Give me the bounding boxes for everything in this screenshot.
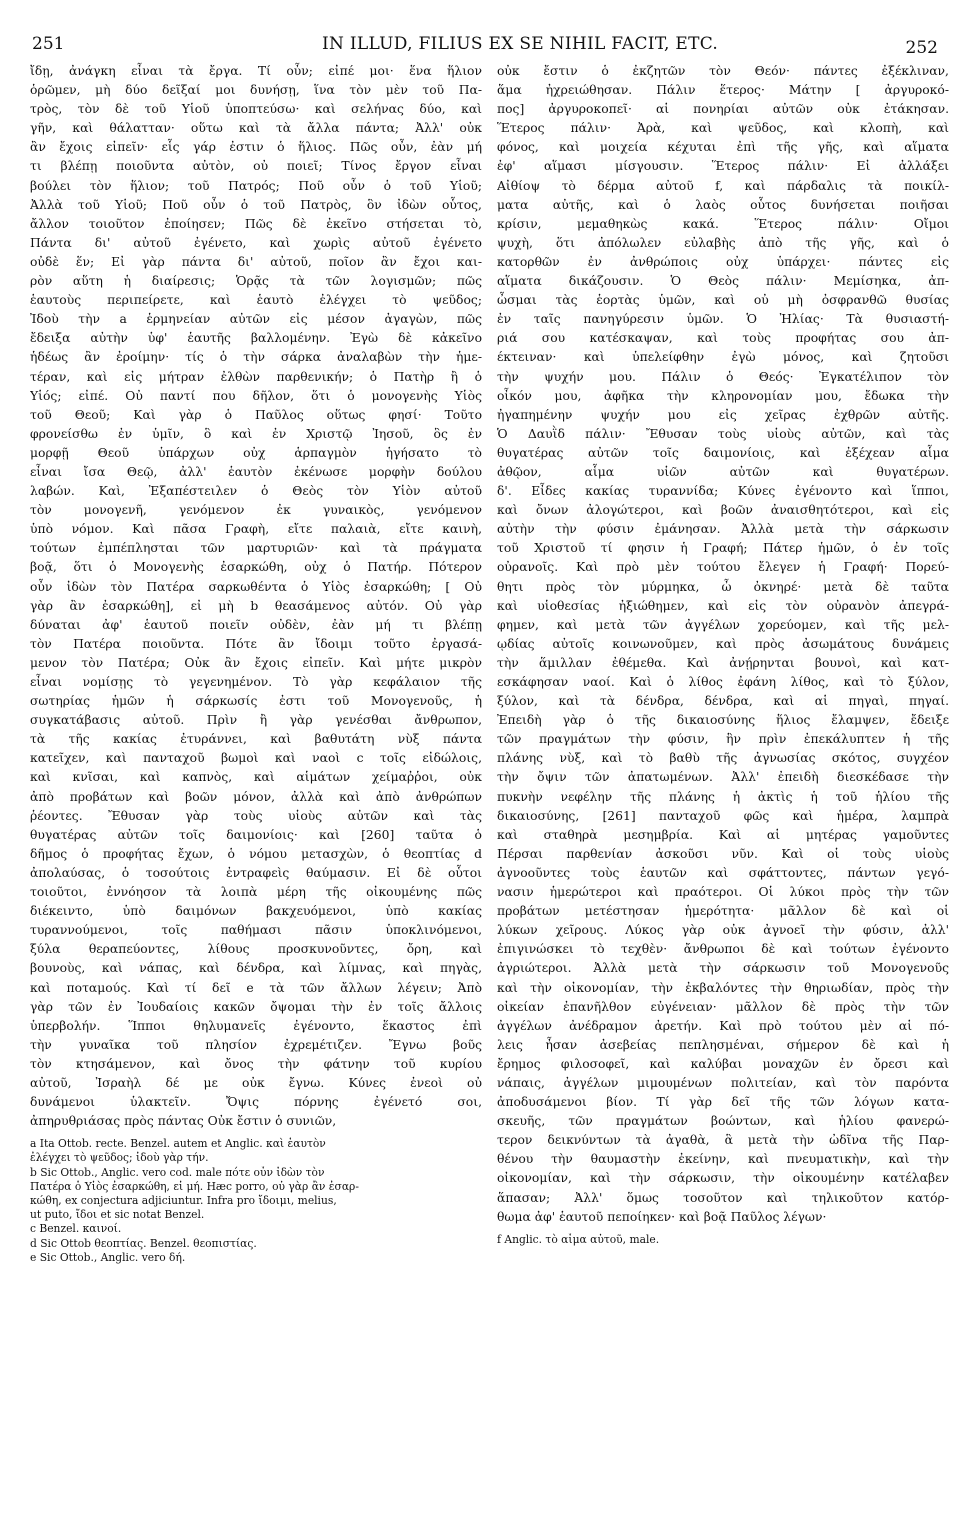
text-line: ἀγνοοῦντες τοὺς ἑαυτῶν καὶ σφάττοντες, πάντων γεγό- <box>497 865 949 880</box>
text-line: πλάνης νὺξ, καὶ τὸ βαθὺ τῆς ἀγνωσίας σκότος, συγχέον <box>497 751 949 766</box>
text-line: νασιν ἡμερώτεροι καὶ πραότεροι. Οἱ λύκοι πρὸς τὴν τῶν <box>497 885 949 900</box>
text-line: ἀθῷον, αἷμα υἱῶν αὐτῶν καὶ θυγατέρων. <box>497 464 949 479</box>
text-line: φημεν, καὶ μετὰ τῶν ἀγγέλων χορεύομεν, καὶ τῆς μελ- <box>497 617 949 632</box>
text-line: οἰκονομίαν, καὶ τὴν σάρκωσιν, τὴν οἰκουμένην κατέλαβεν <box>497 1171 949 1186</box>
text-line: τούτων ἐμπέπλησται τῶν μαρτυριῶν· καὶ τὰ πράγματα <box>30 541 482 556</box>
text-line: οὐκ ἔστιν ὁ ἐκζητῶν τὸν Θεόν· πάντες ἐξέκλιναν, <box>497 64 949 78</box>
running-title: IN ILLUD, FILIUS EX SE NIHIL FACIT, ETC. <box>322 34 719 54</box>
text-line: σκευῆς, τῶν πραγμάτων βοώντων, καὶ ἡλίου φανερώ- <box>497 1114 949 1129</box>
text-line: ῳδίας αὐτοῖς κοινωνοῦμεν, καὶ πρὸς ἀσωμάτους δυνάμεις <box>497 636 949 651</box>
text-line: τοῦ Χριστοῦ τί φησιν ἡ Γραφή; Πάτερ ἡμῶν, ὁ ἐν τοῖς <box>497 541 949 556</box>
text-line: κατεῖχεν, καὶ πανταχοῦ βωμοὶ καὶ ναοὶ c τοῖς εἰδώλοις, <box>30 751 482 766</box>
right-page-number: 252 <box>905 38 938 58</box>
text-line: τὸν μονογενῆ, γενόμενον ἐκ γυναικὸς, γενόμενον <box>30 503 482 518</box>
text-line: λαβών. Καὶ, Ἐξαπέστειλεν ὁ Θεὸς τὸν Υἱὸν αὐτοῦ <box>30 484 482 499</box>
text-line: καὶ ποταμούς. Καὶ τί δεῖ e τὰ τῶν ἄλλων λέγειν; Ἀπὸ <box>30 980 482 995</box>
text-line: αὐτὴν τὴν φύσιν ἐμάνησαν. Ἀλλὰ μετὰ τὴν σάρκωσιν <box>497 522 949 537</box>
text-line: ἀπὸ προβάτων καὶ βοῶν μόνον, ἀλλὰ καὶ ἀπὸ ἀνθρώπων <box>30 789 482 804</box>
text-line: Ἕτερος πάλιν· Ἀρὰ, καὶ ψεῦδος, καὶ κλοπὴ, καὶ <box>497 121 949 136</box>
text-line: μενον τὸν Πατέρα; Οὐκ ἂν ἔχοις εἰπεῖν. Καὶ μήτε μικρὸν <box>30 655 482 670</box>
text-line: σωτηρίας ἡμῶν ἡ σάρκωσίς ἐστι τοῦ Μονογενοῦς, ἡ <box>30 694 482 709</box>
text-line: βουνοὺς, καὶ νάπας, καὶ δένδρα, καὶ λίμνας, καὶ πηγὰς, <box>30 961 482 976</box>
text-line: εἶναι νομίσῃς τὸ γεγενημένον. Τὸ γὰρ κεφάλαιον τῆς <box>30 675 482 689</box>
text-line: πυκνὴν νεφέλην τῆς πλάνης ἡ ἀκτὶς ἡ τοῦ ἡλίου τῆς <box>497 789 949 804</box>
text-line: δικαιοσύνης, [261] πανταχοῦ φῶς καὶ ἡμέρα, λαμπρὰ <box>497 808 949 823</box>
footnote-line: Πατέρα ὁ Υἱὸς ἐσαρκώθη, εἰ μή. Hæc porro, οὐ γὰρ ἂν ἐσαρ- <box>30 1179 359 1193</box>
text-line: τοιοῦτοι, ἐννόησον τὰ λοιπὰ μέρη τῆς οἰκουμένης πῶς <box>30 885 482 900</box>
text-line: τὴν ἅμιλλαν ἐθέμεθα. Καὶ ἀνῄρηνται βουνοὶ, καὶ κατ- <box>497 655 949 670</box>
text-line: θωμα ἀφ' ἑαυτοῦ πεποίηκεν· καὶ βοᾷ Παῦλος λέγων· <box>497 1209 827 1224</box>
text-line: ρὸν αὕτη ἡ διαίρεσις; Ὁρᾷς τὰ τῶν λογισμῶν; πῶς <box>30 274 482 289</box>
text-line: τὸν κτησάμενον, καὶ ὄνος τὴν φάτνην τοῦ κυρίου <box>30 1056 482 1071</box>
text-line: μορφῇ Θεοῦ ὑπάρχων οὐχ ἁρπαγμὸν ἡγήσατο τὸ <box>30 445 482 460</box>
text-line: τὴν γυναῖκα τοῦ πλησίον ἐχρεμέτιζεν. Ἔγνω βοῦς <box>30 1037 482 1052</box>
text-line: θυγατέρας αὐτῶν τοῖς δαιμονίοις· καὶ [260] ταῦτα ὁ <box>30 827 482 842</box>
footnote-line: a Ita Ottob. recte. Benzel. autem et Anglic. καὶ ἑαυτὸν <box>30 1137 326 1151</box>
text-line: δύναται ἀφ' ἑαυτοῦ ποιεῖν οὐδὲν, ἐὰν μή τι βλέπῃ <box>30 617 482 632</box>
text-line: ἠγαπημένην ψυχήν μου εἰς χεῖρας ἐχθρῶν αὐτῆς. <box>497 407 949 422</box>
text-line: τι βλέπῃ ποιοῦντα αὐτὸν, οὐ ποιεῖ; Τίνος ἔργον εἶναι <box>30 159 482 174</box>
text-line: προβάτων μετέστησαν ἡμερότητα· μᾶλλον δὲ καὶ οἱ <box>497 904 949 919</box>
text-line: γῆν, καὶ θάλατταν· οὕτω καὶ τὰ ἄλλα πάντα; Ἀλλ' οὐκ <box>30 121 482 136</box>
text-line: γὰρ τῶν ἐν Ἰουδαίοις κακῶν ὄψομαι τὴν ἐν τοῖς ἄλλοις <box>30 999 482 1014</box>
footnote-line: ἐλέγχει τὸ ψεῦδος; ἰδοὺ γὰρ τήν. <box>30 1151 209 1165</box>
text-line: ψυχὴ, ὅτι ἀπόλωλεν εὐλαβὴς ἀπὸ τῆς γῆς, καὶ ὁ <box>497 235 949 250</box>
page-header <box>32 34 938 58</box>
text-line: κατορθῶν ἐν ἀνθρώποις οὐχ ὑπάρχει· πάντες εἰς <box>497 254 949 269</box>
text-line: Αἰθίοψ τὸ δέρμα αὐτοῦ f, καὶ πάρδαλις τὰ ποικίλ- <box>497 178 949 193</box>
text-line: ἂν ἔχοις εἰπεῖν· εἷς γάρ ἐστιν ὁ ἥλιος. Πῶς οὖν, ἐὰν μή <box>30 140 482 155</box>
right-column <box>497 62 949 1247</box>
text-line: ὑπὸ νόμον. Καὶ πᾶσα Γραφὴ, εἴτε παλαιὰ, εἴτε καινὴ, <box>30 522 482 537</box>
text-line: ἡδέως ἂν ἐροίμην· τίς ὁ τὴν σάρκα ἀναλαβὼν τὴν ἡμε- <box>30 350 482 365</box>
text-line: ξύλα θεραπεύοντες, λίθους προσκυνοῦντες, ὄρη, καὶ <box>30 942 482 957</box>
text-line: καὶ σταθηρὰ μεσημβρία. Καὶ αἱ μητέρας γαμοῦντες <box>497 827 949 842</box>
text-line: δυνάμενοι ὑλακτεῖν. Ὄψις πόρνης ἐγένετό σοι, <box>30 1095 482 1110</box>
text-line: τὴν ψυχήν μου. Πάλιν ὁ Θεός· Ἐγκατέλιπον τὸν <box>497 369 949 384</box>
text-line: τὴν ὄψιν τῶν ἀπατωμένων. Ἀλλ' ἐπειδὴ διεσκέδασε τὴν <box>497 770 949 785</box>
footnote-line: κώθη, ex conjectura adjiciuntur. Infra pro ἴδοιμι, melius, <box>30 1194 337 1207</box>
text-line: τῶν πραγμάτων τὴν φύσιν, ἣν πρὶν ἐπεκάλυπτεν ἡ τῆς <box>497 732 949 747</box>
text-line: δ'. Εἶδες κακίας τυραννίδα; Κύνες ἐγένοντο καὶ ἵπποι, <box>497 484 949 499</box>
text-line: καὶ κνῖσαι, καὶ καπνὸς, καὶ αἱμάτων χείμαῤῥοι, οὐκ <box>30 770 482 785</box>
text-line: ματα αὐτῆς, καὶ ὁ λαὸς οὗτος δυνήσεται ποιῆσαι <box>497 197 949 212</box>
text-line: καὶ υἱοθεσίας ἠξιώθημεν, καὶ εἰς τὸν οὐρανὸν ἀπεγρά- <box>497 598 949 613</box>
text-line: καὶ ὄνων ἀλογώτεροι, καὶ βοῶν ἀναισθητότεροι, καὶ εἰς <box>497 503 949 518</box>
text-line: Ἀλλὰ τοῦ Υἱοῦ; Ποῦ οὖν ὁ τοῦ Πατρὸς, ὃν ἰδὼν οὗτος, <box>30 197 482 212</box>
text-line: εσκάφησαν ναοί. Καὶ ὁ λίθος ἐφάνη λίθος, καὶ τὸ ξύλον, <box>497 675 949 689</box>
text-line: τὸν Πατέρα ποιοῦντα. Πότε ἂν ἴδοιμι τοῦτο ἐργασά- <box>30 636 482 651</box>
text-line: ξύλον, καὶ τὰ δένδρα, δένδρα, καὶ αἱ πηγαὶ, πηγαί. <box>497 694 949 709</box>
text-line: ἀπολαύσας, ὁ τοσούτοις ἐντραφεὶς θαύμασιν. Εἰ δὲ οὗτοι <box>30 865 482 880</box>
text-line: Υἱός; εἰπέ. Οὐ παντί που δῆλον, ὅτι ὁ μονογενὴς Υἱὸς <box>30 388 482 403</box>
text-line: ἔρημος φιλοσοφεῖ, καὶ καλύβαι μοναχῶν ἐν ὄρεσι καὶ <box>497 1056 949 1071</box>
text-line: ἄλλον τοιοῦτον ἐποίησεν; Πῶς δὲ ἐκεῖνο στήσεται τὸ, <box>30 216 482 231</box>
text-line: ριά σου κατέσκαψαν, καὶ τοὺς προφήτας σου ἀπ- <box>497 331 949 346</box>
text-line: καὶ τὴν οἰκονομίαν, τὴν ἐκβαλόντες τὴν θηριωδίαν, πρὸς τὴν <box>497 980 949 995</box>
text-line: ἐφ' αἵμασι μίσγουσιν. Ἕτερος πάλιν· Εἰ ἀλλάξει <box>497 159 949 174</box>
text-line: τοῦ Θεοῦ; Καὶ γὰρ ὁ Παῦλος οὕτως φησί· Τοῦτο <box>30 407 482 422</box>
text-line: κρίσιν, μεμαθηκὼς κακά. Ἕτερος πάλιν· Οἴμοι <box>497 216 949 231</box>
text-line: Ἰδοὺ τὴν a ἑρμηνείαν αὐτῶν εἰς μέσον ἀγαγὼν, πῶς <box>30 312 482 327</box>
text-line: ἀποδυσάμενοι βίον. Τί γὰρ δεῖ τῆς τῶν λόγων κατα- <box>497 1095 949 1110</box>
footnote-line: f Anglic. τὸ αἷμα αὐτοῦ, male. <box>497 1232 660 1246</box>
text-line: οὖν ἰδὼν τὸν Πατέρα σαρκωθέντα ὁ Υἱὸς ἐσαρκώθη; [ Οὐ <box>30 579 482 594</box>
text-line: ἀγγέλων ἀνέδραμον ἀρετήν. Καὶ πρὸ τούτου μὲν αἱ πό- <box>497 1018 949 1033</box>
footnote-line: e Sic Ottob., Anglic. vero δή. <box>30 1250 186 1264</box>
text-line: ἅπασαν; Ἀλλ' ὅμως τοσοῦτον καὶ τηλικοῦτον κατόρ- <box>497 1190 949 1205</box>
text-line: ἴδῃ, ἀνάγκη εἶναι τὰ ἔργα. Τί οὖν; εἰπέ μοι· ἕνα ἥλιον <box>30 64 482 78</box>
text-line: θένου τὴν θαυμαστὴν ἐκείνην, καὶ πνευματικὴν, καὶ τὴν <box>497 1152 949 1167</box>
text-line: Πέρσαι παρθενίαν ἀσκοῦσι νῦν. Καὶ οἱ τοὺς υἱοὺς <box>497 846 949 861</box>
text-line: ἐπιγινώσκει τὸ τεχθὲν· ἄνθρωποι δὲ καὶ τούτων ἐγένοντο <box>497 942 949 957</box>
text-line: λύκων χεῖρους. Λύκος γὰρ οὐκ ἀγνοεῖ τὴν φύσιν, ἀλλ' <box>497 923 949 938</box>
text-line: βοᾷ, ὅτι ὁ Μονογενὴς ἐσαρκώθη, οὐχ ὁ Πατήρ. Πότερον <box>30 560 482 575</box>
text-line: γὰρ ἂν ἐσαρκώθη], εἰ μὴ b θεασάμενος αὐτόν. Οὐ γὰρ <box>30 598 482 613</box>
text-line: συγκατάβασις αὐτοῦ. Πρὶν ἢ γὰρ γενέσθαι ἄνθρωπον, <box>30 713 482 728</box>
footnote-line: c Benzel. καινοί. <box>30 1222 122 1236</box>
text-line: ἔδειξα αὐτὴν ὑφ' ἑαυτῆς βαλλομένην. Ἐγὼ δὲ κἀκεῖνο <box>30 331 482 346</box>
text-line: θητι πρὸς τὸν μύρμηκα, ὦ ὀκνηρέ· μετὰ δὲ ταῦτα <box>497 579 949 594</box>
text-line: διέκειντο, ὑπὸ δαιμόνων βακχευόμενοι, ὑπὸ κακίας <box>30 904 482 919</box>
text-line: πος] ἀργυροκοπεῖ· αἱ πονηρίαι αὐτῶν οὐκ ἐτάκησαν. <box>497 102 949 117</box>
text-line: Ἐπειδὴ γὰρ ὁ τῆς δικαιοσύνης ἥλιος ἔλαμψεν, ἔδειξε <box>497 713 949 728</box>
text-line: φρονείσθω ἐν ὑμῖν, ὃ καὶ ἐν Χριστῷ Ἰησοῦ, ὃς ἐν <box>30 426 482 441</box>
text-line: τερον δεικνύντων τὰ ἀγαθὰ, ἃ μετὰ τὴν ὠδῖνα τῆς Παρ- <box>497 1133 949 1148</box>
footnote-line: d Sic Ottob θεοπτίας. Benzel. θεοπιστίας. <box>30 1236 257 1250</box>
text-line: ῥέοντες. Ἔθυσαν γὰρ τοὺς υἱοὺς αὐτῶν καὶ τὰς <box>30 808 482 823</box>
text-line: ὁρῶμεν, μὴ δύο δεῖξαί μοι δυνήσῃ, ἵνα τὸν μὲν τοῦ Πα- <box>30 83 482 98</box>
text-line: εἶναι ἴσα Θεῷ, ἀλλ' ἑαυτὸν ἐκένωσε μορφὴν δούλου <box>30 464 482 479</box>
text-line: έκτειναν· καὶ ὑπελείφθην ἐγὼ μόνος, καὶ ζητοῦσι <box>497 350 949 365</box>
footnote-line: b Sic Ottob., Anglic. vero cod. male πότε οὖν ἰδὼν τὸν <box>30 1165 325 1179</box>
text-line: ἅμα ἠχρειώθησαν. Πάλιν ἕτερος· Μάτην [ ἀργυροκό- <box>497 83 949 98</box>
text-line: ὑπερβολήν. Ἵπποι θηλυμανεῖς ἐγένοντο, ἕκαστος ἐπὶ <box>30 1018 482 1033</box>
text-line: νάπαις, ἀγγέλων μιμουμένων πολιτείαν, καὶ τὸν παρόντα <box>497 1075 949 1090</box>
text-line: τὰ τῆς κακίας ἐτυράννει, καὶ βαθυτάτη νὺξ πάντα <box>30 732 482 747</box>
text-line: ἑαυτοὺς περιπείρετε, καὶ ἑαυτὸ ἐλέγχει τὸ ψεῦδος; <box>30 293 482 308</box>
text-line: αὐτοῦ, Ἰσραὴλ δέ με οὐκ ἔγνω. Κύνες ἐνεοὶ οὐ <box>30 1075 482 1090</box>
text-line: οἰκείαν ἐπανῆλθον εὐγένειαν· μᾶλλον δὲ πρὸς τὴν τῶν <box>497 999 949 1014</box>
text-line: τέραν, καὶ εἰς μήτραν ἐλθὼν παρθενικήν; ὁ Πατὴρ ἢ ὁ <box>30 369 482 384</box>
text-line: τρὸς, τὸν δὲ τοῦ Υἱοῦ ὑποπτεύσω· καὶ σελήνας δύο, καὶ <box>30 102 482 117</box>
text-line: βούλει τὸν ἥλιον; τοῦ Πατρός; Ποῦ οὖν ὁ τοῦ Υἱοῦ; <box>30 178 482 193</box>
text-line: ἀγριώτεροι. Ἀλλὰ μετὰ τὴν σάρκωσιν τοῦ Μονογενοῦς <box>497 961 949 976</box>
text-line: ὦσμαι τὰς ἑορτὰς ὑμῶν, καὶ οὐ μὴ ὀσφρανθῶ θυσίας <box>497 293 949 308</box>
text-line: οἶκόν μου, ἀφῆκα τὴν κληρονομίαν μου, ἔδωκα τὴν <box>497 388 949 403</box>
text-line: Ὁ Δαυῒδ πάλιν· Ἔθυσαν τοὺς υἱοὺς αὐτῶν, καὶ τὰς <box>497 426 949 441</box>
text-line: φόνος, καὶ μοιχεία κέχυται ἐπὶ τῆς γῆς, καὶ αἵματα <box>497 140 949 155</box>
text-line: οὐδὲ ἕν; Εἰ γὰρ πάντα δι' αὐτοῦ, ποῖον ἂν ἔχοι και- <box>30 254 482 269</box>
text-line: τυραννούμενοι, τοῖς παθήμασι πᾶσιν ὑποκλινόμενοι, <box>30 923 482 938</box>
left-column <box>30 62 482 1265</box>
text-line: οὐρανοῖς. Καὶ πρὸ μὲν τούτου ἔλεγεν ἡ Γραφή· Πορεύ- <box>497 560 949 575</box>
text-line: ἀπηρυθριάσας πρὸς πάντας Οὐκ ἔστιν ὁ συνιῶν, <box>30 1114 337 1129</box>
text-line: δῆμος ὁ προφήτας ἔχων, ὁ νόμου μετασχὼν, ὁ θεοπτίας d <box>30 846 482 861</box>
text-line: Πάντα δι' αὐτοῦ ἐγένετο, καὶ χωρὶς αὐτοῦ ἐγένετο <box>30 235 482 250</box>
text-line: λεις ἦσαν ἀσεβείας πεπλησμέναι, σήμερον δὲ καὶ ἡ <box>497 1037 949 1052</box>
text-line: αἵματα δικάζουσιν. Ὁ Θεὸς πάλιν· Μεμίσηκα, ἀπ- <box>497 274 949 289</box>
text-line: ἐν ταῖς πανηγύρεσιν ὑμῶν. Ὁ Ἠλίας· Τὰ θυσιαστή- <box>497 312 949 327</box>
left-page-number: 251 <box>32 34 65 54</box>
footnote-line: ut puto, ἴδοι et sic notat Benzel. <box>30 1208 205 1222</box>
text-line: θυγατέρας αὐτῶν τοῖς δαιμονίοις, καὶ ἐξέχεαν αἷμα <box>497 445 949 460</box>
